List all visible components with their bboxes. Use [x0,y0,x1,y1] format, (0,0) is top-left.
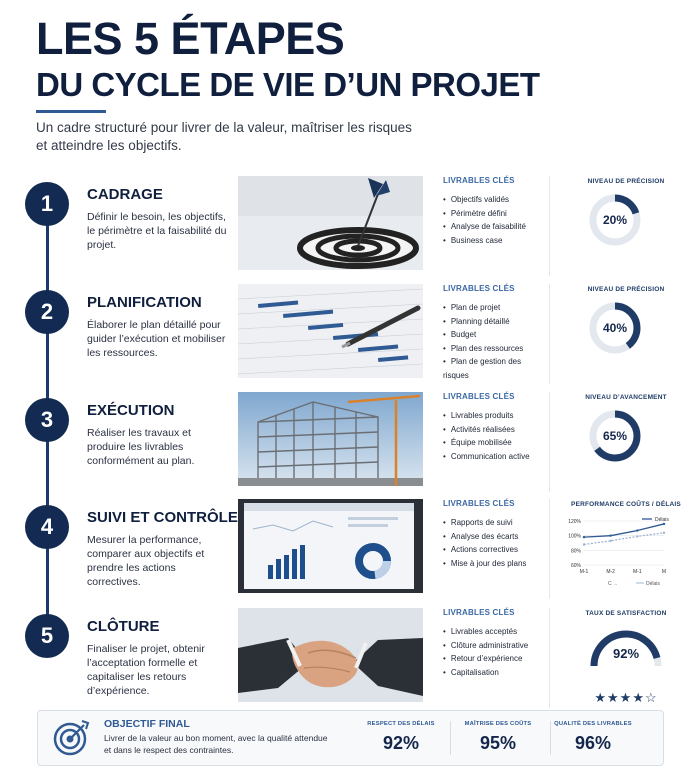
metric-panel [556,284,696,384]
chart-title: PERFORMANCE COÛTS / DÉLAIS [571,501,681,508]
step-title: CLÔTURE [87,618,160,635]
deliverable-item: • Activités réalisées [443,423,549,437]
handshake-image [238,608,423,702]
step-number-badge: 1 [25,182,69,226]
page-title-line1: LES 5 ÉTAPES [36,13,345,64]
deliverable-item: • Plan de gestion des risques [443,355,549,382]
star-rating [576,690,676,706]
deliverable-item: • Analyse de faisabilité [443,220,549,234]
cost-delay-line-chart [556,513,696,595]
deliverable-item: • Rapports de suivi [443,516,549,530]
kpi-value: 92% [382,733,420,753]
kpi-label: QUALITÉ DES LIVRABLES [554,721,632,727]
x-tick-label: M-1 [579,569,589,575]
final-objective-panel [37,710,664,766]
deliverables-heading: LIVRABLES CLÉS [443,499,515,508]
metric-panel [556,608,696,708]
kpi-label: RESPECT DES DÉLAIS [367,721,435,727]
star-filled-icon: ★ [619,690,633,705]
deliverables-heading: LIVRABLES CLÉS [443,284,515,293]
star-empty-icon: ☆ [644,690,658,705]
page-title-line2: DU CYCLE DE VIE D’UN PROJET [36,66,540,103]
target-icon [52,719,90,762]
deliverable-item: • Planning détaillé [443,315,549,329]
deliverables-list [437,176,550,276]
data-point [636,529,638,531]
y-tick-label: 120% [568,519,581,525]
kpi-value: 96% [574,733,612,753]
deliverable-item: • Actions correctives [443,543,549,557]
y-tick-label: 100% [568,533,581,540]
metric-value: 20% [602,213,628,227]
deliverable-item: • Communication active [443,450,549,464]
step-title: CADRAGE [87,186,163,203]
step-title: SUIVI ET CONTRÔLE [87,509,238,526]
metric-value: 92% [612,646,640,661]
x-tick-label: M [661,569,667,575]
metric-value: 65% [602,429,628,443]
kpi-label: MAÎTRISE DES COÛTS [464,721,532,727]
deliverables-list [437,284,550,384]
deliverables-list [437,608,550,708]
metric-panel [556,499,696,599]
metric-panel [556,176,696,276]
final-objective-title: OBJECTIF FINAL [104,718,190,730]
x-tick-label: M-1 [633,569,642,575]
title-underline [36,110,106,113]
kpi-quality [543,721,643,754]
data-point [583,543,585,545]
kpi-value: 95% [479,733,517,753]
deliverable-item: • Analyse des écarts [443,530,549,544]
dashboard-monitor-image [238,499,423,593]
deliverable-item: • Livrables acceptés [443,625,549,639]
deliverable-item: • Capitalisation [443,666,549,680]
step-3 [0,392,697,502]
metric-value: 40% [602,321,628,335]
deliverable-item: • Périmètre défini [443,207,549,221]
deliverable-item: • Équipe mobilisée [443,436,549,450]
deliverables-list [437,499,550,599]
deliverables-heading: LIVRABLES CLÉS [443,608,515,617]
deliverable-item: • Livrables produits [443,409,549,423]
step-description: Définir le besoin, les objectifs, le périmètre et la faisabilité du projet. [87,211,227,251]
deliverable-item: • Objectifs validés [443,193,549,207]
kpi-deadlines [351,721,451,754]
target-dart-image [238,176,423,270]
star-filled-icon: ★ [632,690,645,705]
legend-label-top: Délais [655,517,669,523]
step-number-badge: 5 [25,614,69,658]
metric-panel [556,392,696,492]
metric-heading: NIVEAU DE PRÉCISION [587,286,665,293]
metric-heading: NIVEAU D’AVANCEMENT [585,394,667,401]
step-2 [0,284,697,394]
deliverable-item: • Plan des ressources [443,342,549,356]
deliverable-item: • Clôture administrative [443,639,549,653]
deliverables-list [437,392,550,492]
deliverable-item: • Mise à jour des plans [443,557,549,571]
data-point [609,540,611,542]
series-line-0 [584,524,664,537]
data-point [663,532,665,534]
step-title: EXÉCUTION [87,402,175,419]
step-number-badge: 2 [25,290,69,334]
data-point [663,523,665,525]
step-description: Mesurer la performance, comparer aux objectifs et prendre les actions correctives. [87,534,205,588]
deliverable-item: • Retour d’expérience [443,652,549,666]
step-number-badge: 3 [25,398,69,442]
data-point [636,535,638,537]
metric-heading: NIVEAU DE PRÉCISION [587,178,665,185]
step-5 [0,608,697,718]
step-description: Réaliser les travaux et produire les livrables conformément au plan. [87,427,195,467]
deliverables-heading: LIVRABLES CLÉS [443,176,515,185]
deliverable-item: • Budget [443,328,549,342]
series-line-1 [584,533,664,545]
gantt-chart-image [238,284,423,378]
step-4 [0,499,697,609]
deliverable-item: • Plan de projet [443,301,549,315]
step-number-badge: 4 [25,505,69,549]
step-1 [0,176,697,286]
final-objective-text: Livrer de la valeur au bon moment, avec la qualité attendue et dans le respect des contraintes. [104,733,328,755]
legend-label-bottom-left: C → [608,581,619,587]
construction-building-image [238,392,423,486]
deliverables-heading: LIVRABLES CLÉS [443,392,515,401]
deliverable-item: • Business case [443,234,549,248]
step-description: Élaborer le plan détaillé pour guider l’exécution et mobiliser les ressources. [87,319,226,359]
page-subtitle: Un cadre structuré pour livrer de la valeur, maîtriser les risques et atteindre les objectifs. [36,120,412,153]
step-title: PLANIFICATION [87,294,202,311]
legend-label-bottom-right: Délais [646,581,660,587]
star-filled-icon: ★ [594,690,608,705]
x-tick-label: M-2 [606,569,615,575]
y-tick-label: 80% [570,548,581,555]
step-description: Finaliser le projet, obtenir l’acceptation formelle et capitaliser les retours d’expérience. [87,643,205,697]
star-filled-icon: ★ [607,690,620,705]
metric-heading: TAUX DE SATISFACTION [585,610,667,617]
y-tick-label: 60% [570,563,581,569]
kpi-costs [448,721,548,754]
data-point [609,534,611,536]
data-point [583,536,585,538]
